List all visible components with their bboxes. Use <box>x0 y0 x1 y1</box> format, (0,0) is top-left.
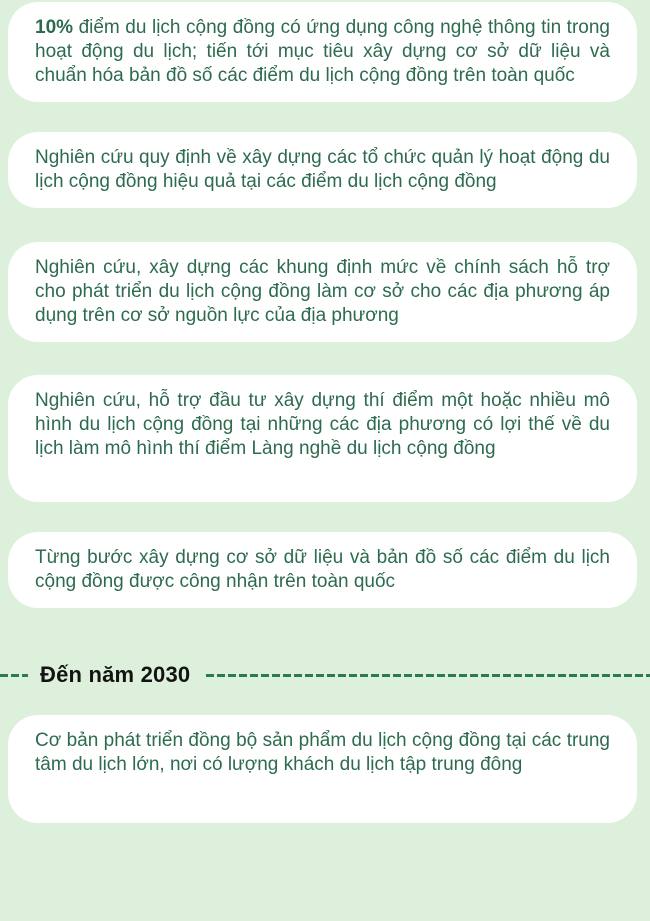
goal-card-management <box>8 132 637 208</box>
goal-card-2030-products <box>8 715 637 823</box>
goal-card-pilot-model <box>8 375 637 502</box>
goal-card-ict <box>8 2 637 102</box>
goal-card-text: Nghiên cứu, hỗ trợ đầu tư xây dựng thí điểm một hoặc nhiều mô hình du lịch cộng đồng tại những các địa phương có lợi thế về du lịch làm mô hình thí điểm Làng nghề du lịch cộng đồng <box>35 390 610 459</box>
goal-card-text: Nghiên cứu quy định về xây dựng các tổ chức quản lý hoạt động du lịch cộng đồng hiệu quả tại các điểm du lịch cộng đồng <box>35 147 610 192</box>
goal-card-body: điểm du lịch cộng đồng có ứng dụng công nghệ thông tin trong hoạt động du lịch; tiến tới mục tiêu xây dựng cơ sở dữ liệu và chuẩn hóa bản đồ số các điểm du lịch cộng đồng trên toàn quốc <box>35 17 610 86</box>
goal-card-policy <box>8 242 637 342</box>
dashed-line-left <box>0 674 28 677</box>
goal-card-database <box>8 532 637 608</box>
section-heading: Đến năm 2030 <box>40 662 191 687</box>
goal-card-text <box>35 16 610 88</box>
dashed-line-right <box>206 674 650 677</box>
stat-value: 10% <box>35 17 74 38</box>
goal-card-text: Từng bước xây dựng cơ sở dữ liệu và bản đồ số các điểm du lịch cộng đồng được công nhận trên toàn quốc <box>35 547 610 592</box>
infographic-page <box>0 2 650 823</box>
section-divider-2030 <box>0 660 650 690</box>
goal-card-text: Nghiên cứu, xây dựng các khung định mức về chính sách hỗ trợ cho phát triển du lịch cộng đồng làm cơ sở cho các địa phương áp dụng trên cơ sở nguồn lực của địa phương <box>35 257 610 326</box>
goal-card-text: Cơ bản phát triển đồng bộ sản phẩm du lịch cộng đồng tại các trung tâm du lịch lớn, nơi có lượng khách du lịch tập trung đông <box>35 730 610 775</box>
